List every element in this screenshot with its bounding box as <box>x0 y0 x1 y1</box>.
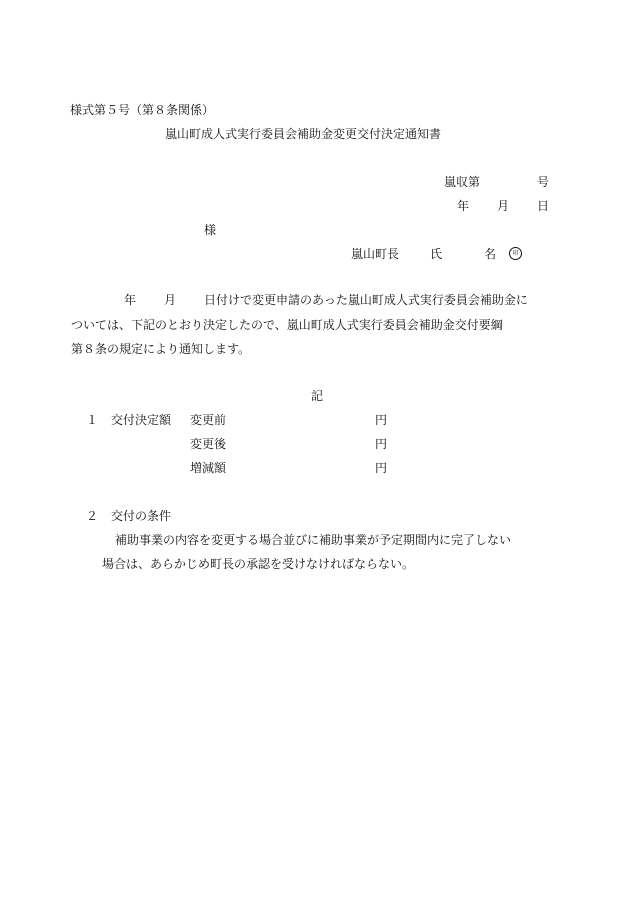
amount-before-label: 変更前 <box>190 413 227 427</box>
amount-before-unit: 円 <box>375 413 388 427</box>
amount-after-unit: 円 <box>375 437 388 451</box>
issue-date-day: 日 <box>537 199 550 213</box>
amount-after-label: 変更後 <box>190 437 227 451</box>
sender-name-label-1: 氏 <box>430 247 443 261</box>
reference-number-prefix: 嵐収第 <box>444 175 481 189</box>
seal-text: 印 <box>509 247 522 260</box>
item-2-label: 交付の条件 <box>111 509 172 523</box>
issue-date-month: 月 <box>497 199 510 213</box>
notes-heading: 記 <box>311 389 324 403</box>
item-1-label: 交付決定額 <box>111 413 172 427</box>
reference-number-suffix: 号 <box>537 175 550 189</box>
body-date-year: 年 <box>124 293 137 307</box>
amount-change-unit: 円 <box>375 461 388 475</box>
issue-date-year: 年 <box>457 199 470 213</box>
document-title: 嵐山町成人式実行委員会補助金変更交付決定通知書 <box>165 127 442 141</box>
item-2-number: ２ <box>86 509 99 523</box>
conditions-line-2: 場合は、あらかじめ町長の承認を受けなければならない。 <box>102 557 415 571</box>
body-line-1: 日付けで変更申請のあった嵐山町成人式実行委員会補助金に <box>204 293 528 307</box>
sender-title: 嵐山町長 <box>351 247 400 261</box>
item-1-number: １ <box>86 413 99 427</box>
seal-icon <box>509 247 522 260</box>
body-date-month: 月 <box>164 293 177 307</box>
conditions-line-1: 補助事業の内容を変更する場合並びに補助事業が予定期間内に完了しない <box>115 533 512 547</box>
sender-name-label-2: 名 <box>484 247 497 261</box>
amount-change-label: 増減額 <box>190 461 227 475</box>
body-line-3: 第８条の規定により通知します。 <box>71 342 251 356</box>
body-line-2: ついては、下記のとおり決定したので、嵐山町成人式実行委員会補助金交付要綱 <box>71 318 503 332</box>
form-label: 様式第５号（第８条関係） <box>70 103 215 117</box>
recipient-honorific: 様 <box>204 223 217 237</box>
